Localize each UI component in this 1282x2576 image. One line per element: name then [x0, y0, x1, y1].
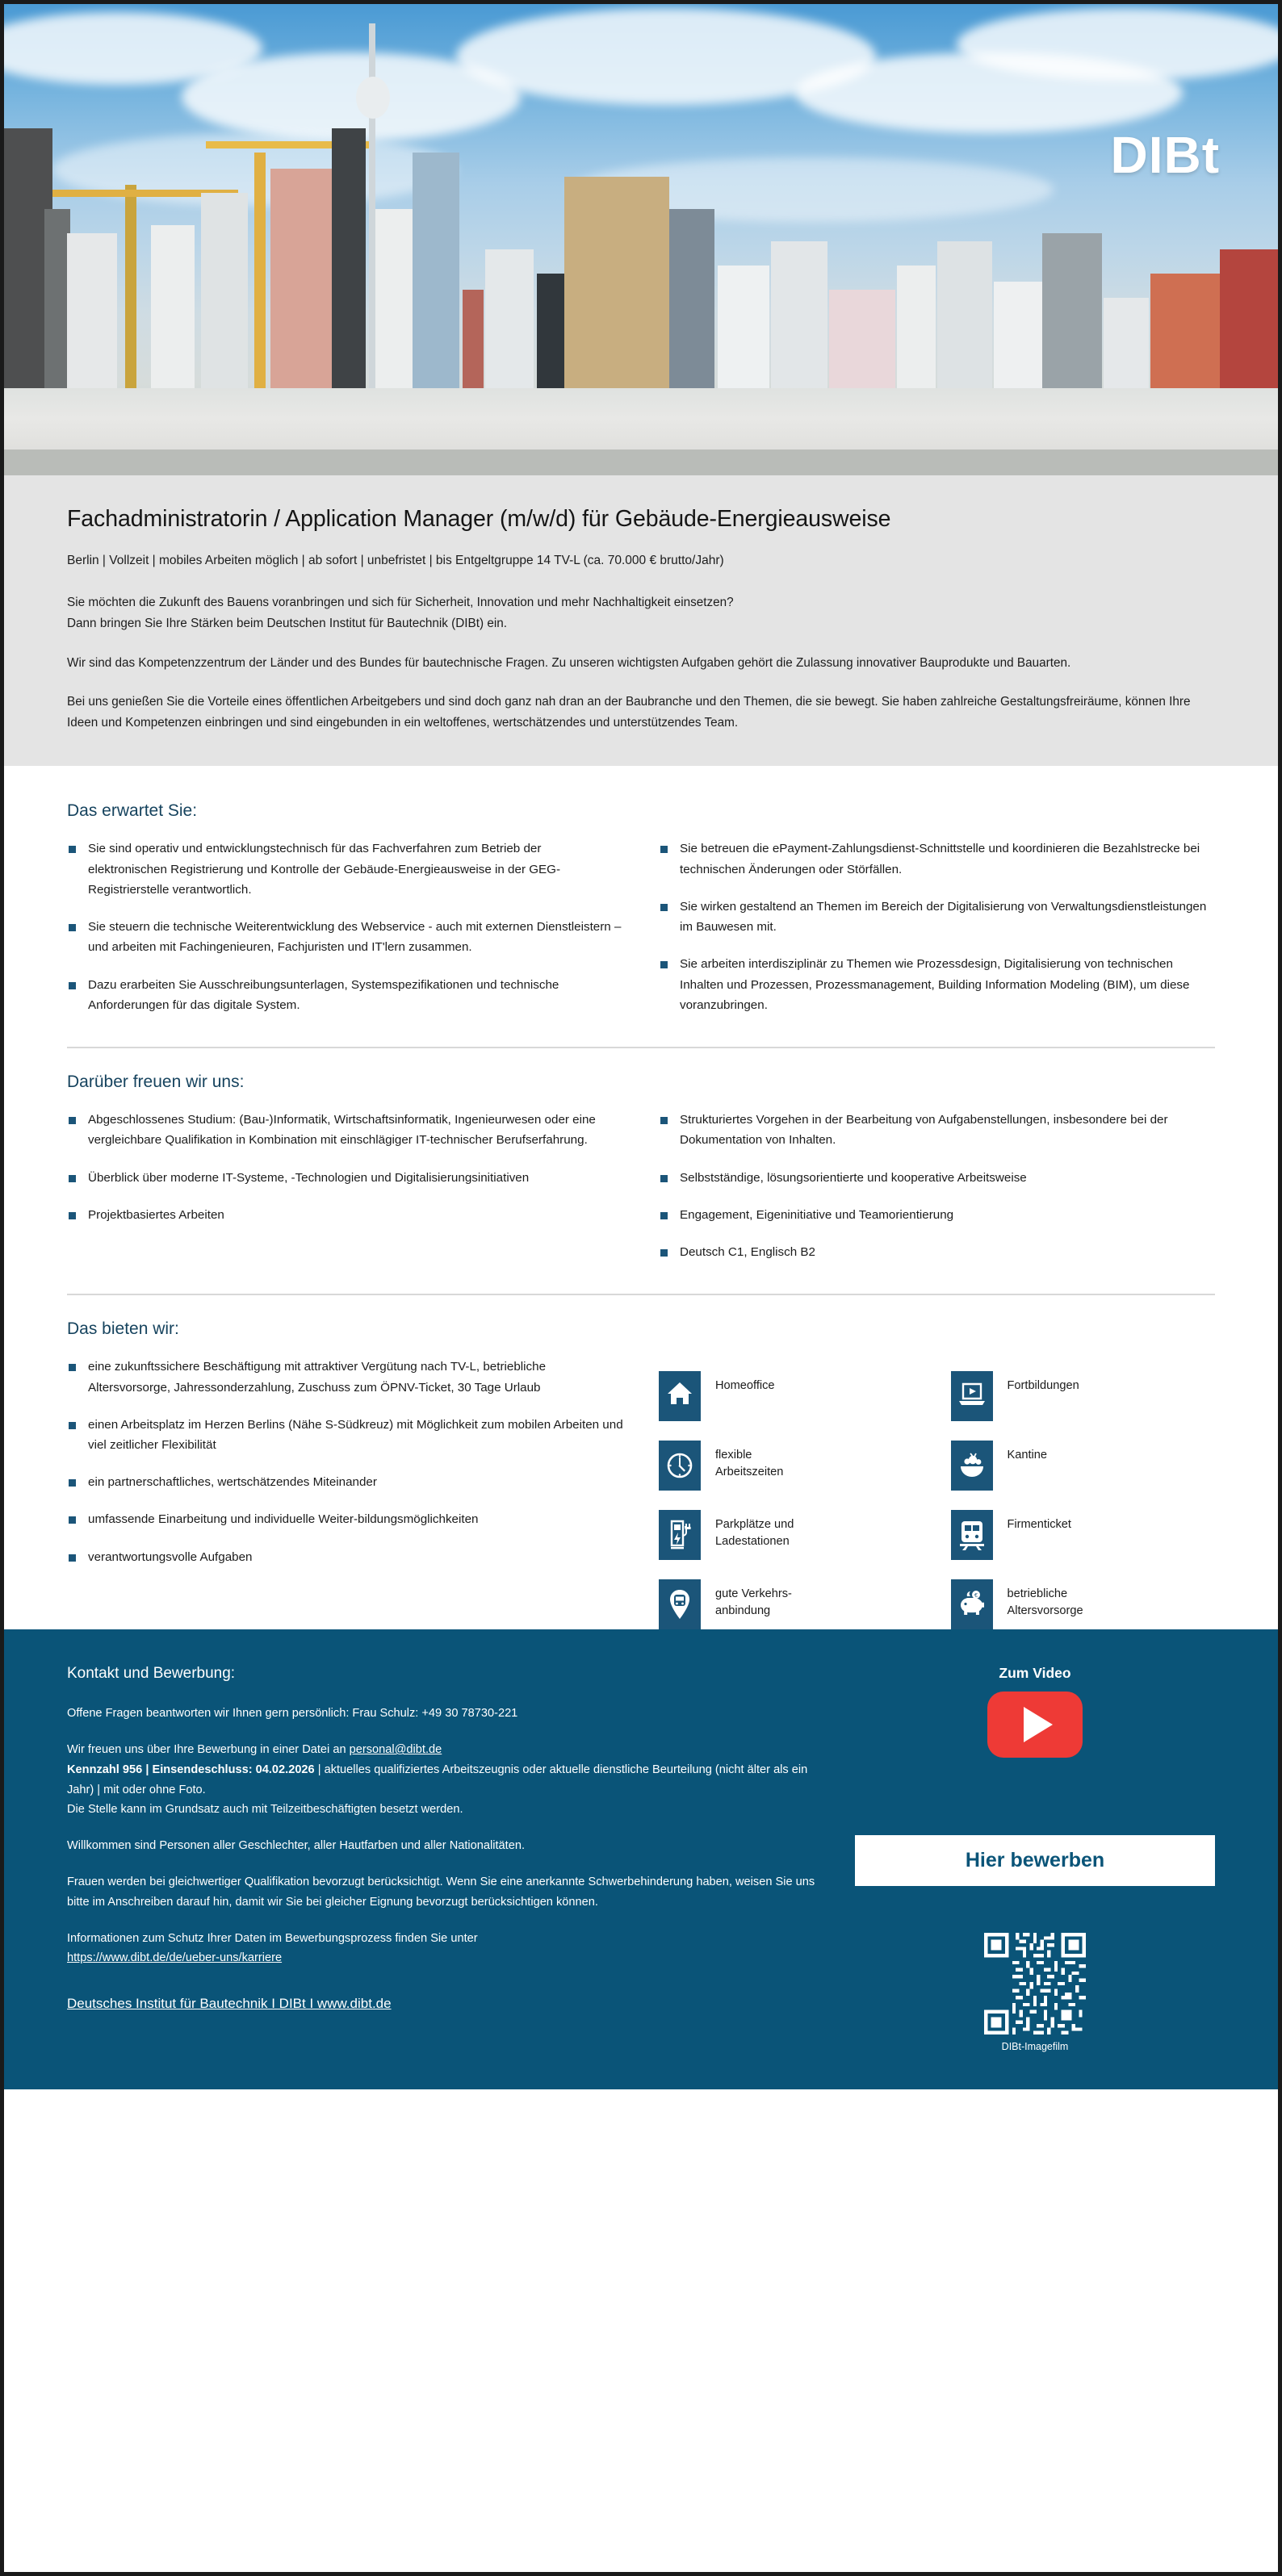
kennzahl-label: Kennzahl 956: [67, 1763, 143, 1776]
footer-application-block: [67, 1740, 834, 1820]
section-offer: [67, 1319, 1215, 1629]
privacy-intro: Informationen zum Schutz Ihrer Daten im Bewerbungsprozess finden Sie unter: [67, 1931, 478, 1945]
job-meta: Berlin | Vollzeit | mobiles Arbeiten möglich | ab sofort | unbefristet | bis Entgeltgruppe 14 TV-L (ca. 70.000 € brutto/Jahr): [67, 554, 724, 567]
section-divider: [67, 1294, 1215, 1295]
list-item: Engagement, Eigeninitiative und Teamorientierung: [659, 1205, 1215, 1225]
intro-paragraph-2: Wir sind das Kompetenzzentrum der Länder und des Bundes für bautechnische Fragen. Zu unseren wichtigsten Aufgaben gehört die Zulassung innovativer Bauprodukte und Bauarten.: [67, 655, 1071, 670]
intro-section: [4, 475, 1278, 766]
wish-list-right: [659, 1110, 1215, 1262]
benefit-item: [659, 1441, 924, 1491]
list-item: Dazu erarbeiten Sie Ausschreibungsunterlagen, Systemspezifikationen und technische Anforderungen für das digitale System.: [67, 975, 623, 1015]
cloud-shape: [957, 8, 1278, 81]
svg-text:€: €: [974, 1593, 978, 1600]
qr-code-icon[interactable]: [984, 1933, 1086, 2034]
hero-banner: [4, 4, 1278, 475]
play-video-button[interactable]: [987, 1692, 1083, 1758]
privacy-link[interactable]: https://www.dibt.de/de/ueber-uns/karriere: [67, 1951, 283, 1965]
foreground-strip: [4, 450, 1278, 475]
list-item: eine zukunftssichere Beschäftigung mit attraktiver Vergütung nach TV-L, betriebliche Altersvorsorge, Jahressonderzahlung, Zuschuss zum ÖPNV-Ticket, 30 Tage Urlaub: [67, 1357, 623, 1397]
main-content: [4, 766, 1278, 1629]
fruit-bowl-icon: [951, 1441, 993, 1491]
piggy-bank-icon: [951, 1579, 993, 1629]
list-item: umfassende Einarbeitung und individuelle Weiter-bildungsmöglichkeiten: [67, 1509, 623, 1529]
organization-link[interactable]: Deutsches Institut für Bautechnik I DIBt I www.dibt.de: [67, 1996, 392, 2012]
list-item: verantwortungsvolle Aufgaben: [67, 1547, 623, 1567]
footer-equality: Frauen werden bei gleichwertiger Qualifikation bevorzugt berücksichtigt. Wenn Sie eine anerkannte Schwerbehinderung haben, weisen Sie uns bitte im Anschreiben darauf hin, damit wir Sie bei gleicher Eignung bevorzugt berücksichtigen können.: [67, 1876, 815, 1909]
list-item: Sie betreuen die ePayment-Zahlungsdienst-Schnittstelle und koordinieren die Bezahlstrecke bei technischen Änderungen oder Störfällen.: [659, 838, 1215, 879]
house-icon: [659, 1371, 701, 1421]
deadline-rest: | aktuelles qualifiziertes Arbeitszeugnis oder aktuelle dienstliche Beurteilung (nicht älter als ein Jahr) | mit oder ohne Foto.: [67, 1763, 808, 1796]
benefits-grid: [659, 1357, 1215, 1629]
footer-contact: [4, 1629, 1278, 2089]
list-item: Strukturiertes Vorgehen in der Bearbeitung von Aufgabenstellungen, insbesondere bei der Dokumentation von Inhalten.: [659, 1110, 1215, 1150]
qr-caption: DIBt-Imagefilm: [1001, 2041, 1069, 2053]
footer-welcome: Willkommen sind Personen aller Geschlechter, aller Hautfarben und aller Nationalitäten.: [67, 1839, 526, 1853]
section-expectations: [67, 801, 1215, 1032]
footer-contact-line: Offene Fragen beantworten wir Ihnen gern persönlich: Frau Schulz: +49 30 78730-221: [67, 1707, 518, 1721]
expect-list-right: [659, 838, 1215, 1015]
wish-list-left: [67, 1110, 623, 1225]
list-item: Sie wirken gestaltend an Themen im Bereich der Digitalisierung von Verwaltungsdienstleistungen im Bauwesen mit.: [659, 897, 1215, 937]
list-item: Projektbasiertes Arbeiten: [67, 1205, 623, 1225]
benefit-item: [659, 1579, 924, 1629]
video-label: Zum Video: [999, 1665, 1071, 1682]
section-heading-wishes: Darüber freuen wir uns:: [67, 1073, 245, 1092]
list-item: Deutsch C1, Englisch B2: [659, 1242, 1215, 1262]
benefit-label: Fortbildungen: [1007, 1379, 1079, 1393]
laptop-play-icon: [951, 1371, 993, 1421]
page-title: Fachadministratorin / Application Manager (m/w/d) für Gebäude-Energieausweise: [67, 506, 891, 532]
list-item: ein partnerschaftliches, wertschätzendes Miteinander: [67, 1472, 623, 1492]
offer-list: [67, 1357, 623, 1567]
footer-privacy: [67, 1929, 834, 1969]
section-heading-expectations: Das erwartet Sie:: [67, 801, 198, 821]
intro-paragraph-3: Bei uns genießen Sie die Vorteile eines öffentlichen Arbeitgebers und sind doch ganz nah dran an der Baubranche und den Themen, die sie bewegt. Sie haben zahlreiche Gestaltungsfreiräume, können Ihre Ideen und Kompetenzen einbringen und sind eingebunden in ein weltoffenes, wertschätzendes und unterstützendes Team.: [67, 694, 1191, 730]
benefit-label: gute Verkehrs- anbindung: [715, 1587, 792, 1618]
section-heading-offer: Das bieten wir:: [67, 1319, 179, 1339]
ev-charger-icon: [659, 1510, 701, 1560]
benefit-label: flexible Arbeitszeiten: [715, 1449, 784, 1479]
benefit-item: [951, 1510, 1216, 1560]
clock-icon: [659, 1441, 701, 1491]
section-divider: [67, 1047, 1215, 1048]
list-item: einen Arbeitsplatz im Herzen Berlins (Nähe S-Südkreuz) mit Möglichkeit zum mobilen Arbeiten und viel zeitlicher Flexibilität: [67, 1415, 623, 1455]
dibt-logo: DIBt: [1110, 126, 1220, 184]
list-item: Abgeschlossenes Studium: (Bau-)Informatik, Wirtschaftsinformatik, Ingenieurwesen oder eine vergleichbare Qualifikation in Kombination mit einschlägiger IT-technischer Berufserfahrung.: [67, 1110, 623, 1150]
tv-tower-sphere: [356, 77, 390, 119]
train-icon: [951, 1510, 993, 1560]
section-wishes: [67, 1073, 1215, 1279]
footer-heading: Kontakt und Bewerbung:: [67, 1665, 236, 1683]
application-intro-text: Wir freuen uns über Ihre Bewerbung in einer Datei an: [67, 1743, 350, 1757]
list-item: Selbstständige, lösungsorientierte und kooperative Arbeitsweise: [659, 1168, 1215, 1188]
benefit-label: Firmenticket: [1007, 1518, 1071, 1532]
intro-paragraph-1: Sie möchten die Zukunft des Bauens voranbringen und sich für Sicherheit, Innovation und mehr Nachhaltigkeit einsetzen? Dann bringen Sie Ihre Stärken beim Deutschen Institut für Bautechnik (DIBt) ein.: [67, 596, 734, 631]
apply-button[interactable]: Hier bewerben: [855, 1835, 1215, 1886]
list-item: Sie arbeiten interdisziplinär zu Themen wie Prozessdesign, Digitalisierung von technischen Inhalten und Prozessen, Prozessmanagement, Building Information Modeling (BIM), um diese voranzubringen.: [659, 954, 1215, 1015]
benefit-item: [951, 1441, 1216, 1491]
expect-list-left: [67, 838, 623, 1015]
benefit-label: Kantine: [1007, 1449, 1047, 1462]
benefit-label: Parkplätze und Ladestationen: [715, 1518, 794, 1549]
parttime-note: Die Stelle kann im Grundsatz auch mit Teilzeitbeschäftigten besetzt werden.: [67, 1803, 463, 1817]
list-item: Überblick über moderne IT-Systeme, -Technologien und Digitalisierungsinitiativen: [67, 1168, 623, 1188]
list-item: Sie sind operativ und entwicklungstechnisch für das Fachverfahren zum Betrieb der elektronischen Registrierung und Kontrolle der Gebäude-Energieausweise in der GEG-Registrierstelle verantwortlich.: [67, 838, 623, 900]
list-item: Sie steuern die technische Weiterentwicklung des Webservice - auch mit externen Dienstleistern – und arbeiten mit Fachingenieuren, Fachjuristen und IT'lern zusammen.: [67, 917, 623, 957]
benefit-item: [659, 1510, 924, 1560]
benefit-item: [951, 1579, 1216, 1629]
benefit-item: [951, 1371, 1216, 1421]
email-link[interactable]: personal@dibt.de: [349, 1743, 442, 1757]
play-icon: [1024, 1707, 1053, 1742]
benefit-label: Homeoffice: [715, 1379, 775, 1393]
benefit-label: betriebliche Altersvorsorge: [1007, 1587, 1083, 1618]
transit-pin-icon: [659, 1579, 701, 1629]
benefit-item: [659, 1371, 924, 1421]
deadline-label: Einsendeschluss: 04.02.2026: [152, 1763, 315, 1776]
separator: |: [142, 1763, 153, 1776]
